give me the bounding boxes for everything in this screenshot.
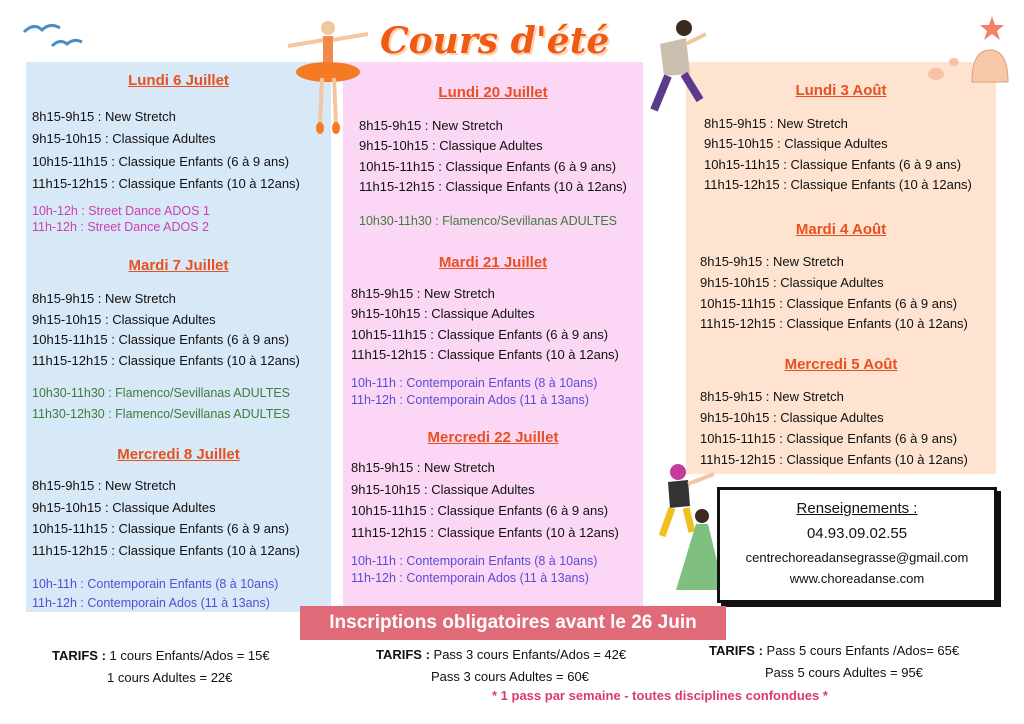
schedule-line: 9h15-10h15 : Classique Adultes xyxy=(700,275,884,290)
schedule-line: 10h-11h : Contemporain Enfants (8 à 10ans) xyxy=(351,376,598,390)
schedule-line: 9h15-10h15 : Classique Adultes xyxy=(351,306,535,321)
day-heading: Lundi 20 Juillet xyxy=(438,84,548,101)
schedule-line: 8h15-9h15 : New Stretch xyxy=(351,286,495,301)
schedule-line: 9h15-10h15 : Classique Adultes xyxy=(359,138,543,153)
schedule-line: 9h15-10h15 : Classique Adultes xyxy=(32,312,216,327)
schedule-line: 10h15-11h15 : Classique Enfants (6 à 9 ans) xyxy=(351,327,609,342)
schedule-line: 10h-11h : Contemporain Enfants (8 à 10ans) xyxy=(351,554,598,568)
tarif-label: TARIFS : xyxy=(52,648,106,663)
schedule-line: 10h15-11h15 : Classique Enfants (6 à 9 ans) xyxy=(32,332,290,347)
schedule-line: 10h15-11h15 : Classique Enfants (6 à 9 ans) xyxy=(700,296,958,311)
schedule-line: 11h-12h : Contemporain Ados (11 à 13ans) xyxy=(32,596,270,610)
schedule-line: 10h-11h : Contemporain Enfants (8 à 10ans) xyxy=(32,577,279,591)
tarif-2a xyxy=(376,647,626,662)
schedule-line: 10h15-11h15 : Classique Enfants (6 à 9 ans) xyxy=(351,503,609,518)
schedule-line: 8h15-9h15 : New Stretch xyxy=(32,109,176,124)
schedule-line: 11h-12h : Contemporain Ados (11 à 13ans) xyxy=(351,393,589,407)
tarif-1b: 1 cours Adultes = 22€ xyxy=(107,670,233,685)
schedule-line: 10h-12h : Street Dance ADOS 1 xyxy=(32,204,210,218)
schedule-line: 8h15-9h15 : New Stretch xyxy=(351,460,495,475)
column-late-july xyxy=(343,62,643,607)
schedule-line: 10h30-11h30 : Flamenco/Sevillanas ADULTES xyxy=(359,214,618,228)
schedule-line: 10h15-11h15 : Classique Enfants (6 à 9 ans) xyxy=(32,521,290,536)
day-heading: Mardi 4 Août xyxy=(795,221,887,238)
schedule-line: 8h15-9h15 : New Stretch xyxy=(704,116,848,131)
day-heading: Mercredi 8 Juillet xyxy=(117,446,240,463)
schedule-line: 9h15-10h15 : Classique Adultes xyxy=(351,482,535,497)
contact-website[interactable]: www.choreadanse.com xyxy=(789,571,925,586)
schedule-line: 11h15-12h15 : Classique Enfants (10 à 12ans) xyxy=(704,177,972,192)
schedule-line: 11h15-12h15 : Classique Enfants (10 à 12ans) xyxy=(700,316,968,331)
tarif-1a xyxy=(52,648,270,663)
column-early-july xyxy=(26,62,331,612)
day-heading: Mercredi 5 Août xyxy=(784,356,898,373)
schedule-line: 10h30-11h30 : Flamenco/Sevillanas ADULTES xyxy=(32,386,291,400)
tarif-text: Pass 3 cours Enfants/Ados = 42€ xyxy=(429,647,627,662)
schedule-line: 8h15-9h15 : New Stretch xyxy=(32,291,176,306)
schedule-line: 8h15-9h15 : New Stretch xyxy=(359,118,503,133)
schedule-line: 11h15-12h15 : Classique Enfants (10 à 12ans) xyxy=(351,347,619,362)
tarif-text: Pass 5 cours Enfants /Ados= 65€ xyxy=(762,643,960,658)
tarif-2b: Pass 3 cours Adultes = 60€ xyxy=(431,669,589,684)
day-heading: Lundi 6 Juillet xyxy=(128,72,229,89)
schedule-line: 9h15-10h15 : Classique Adultes xyxy=(700,410,884,425)
schedule-line: 10h15-11h15 : Classique Enfants (6 à 9 ans) xyxy=(704,157,962,172)
contact-phone[interactable]: 04.93.09.02.55 xyxy=(806,525,908,542)
schedule-line: 8h15-9h15 : New Stretch xyxy=(700,389,844,404)
schedule-line: 11h30-12h30 : Flamenco/Sevillanas ADULTES xyxy=(32,407,291,421)
schedule-line: 9h15-10h15 : Classique Adultes xyxy=(32,500,216,515)
schedule-line: 11h15-12h15 : Classique Enfants (10 à 12ans) xyxy=(32,353,300,368)
registration-banner: Inscriptions obligatoires avant le 26 Juin xyxy=(300,606,726,640)
schedule-line: 10h15-11h15 : Classique Enfants (6 à 9 ans) xyxy=(32,154,290,169)
day-heading: Lundi 3 Août xyxy=(795,82,887,99)
schedule-line: 11h-12h : Contemporain Ados (11 à 13ans) xyxy=(351,571,589,585)
schedule-line: 10h15-11h15 : Classique Enfants (6 à 9 ans) xyxy=(359,159,617,174)
schedule-line: 11h15-12h15 : Classique Enfants (10 à 12ans) xyxy=(351,525,619,540)
schedule-line: 11h15-12h15 : Classique Enfants (10 à 12ans) xyxy=(32,543,300,558)
seagulls-icon xyxy=(22,14,92,54)
tarif-3a xyxy=(709,643,959,658)
tarif-label: TARIFS : xyxy=(376,647,430,662)
column-august xyxy=(686,62,996,474)
contact-email[interactable]: centrechoreadansegrasse@gmail.com xyxy=(745,550,969,565)
day-heading: Mardi 21 Juillet xyxy=(438,254,548,271)
schedule-line: 9h15-10h15 : Classique Adultes xyxy=(704,136,888,151)
contact-box xyxy=(717,487,997,603)
schedule-line: 11h15-12h15 : Classique Enfants (10 à 12ans) xyxy=(32,176,300,191)
schedule-line: 8h15-9h15 : New Stretch xyxy=(700,254,844,269)
schedule-line: 9h15-10h15 : Classique Adultes xyxy=(32,131,216,146)
day-heading: Mardi 7 Juillet xyxy=(128,257,229,274)
schedule-line: 11h-12h : Street Dance ADOS 2 xyxy=(32,220,209,234)
schedule-line: 11h15-12h15 : Classique Enfants (10 à 12ans) xyxy=(359,179,627,194)
tarif-label: TARIFS : xyxy=(709,643,763,658)
day-heading: Mercredi 22 Juillet xyxy=(427,429,559,446)
tarif-text: 1 cours Enfants/Ados = 15€ xyxy=(105,648,270,663)
tarif-3b: Pass 5 cours Adultes = 95€ xyxy=(765,665,923,680)
schedule-line: 10h15-11h15 : Classique Enfants (6 à 9 ans) xyxy=(700,431,958,446)
page-title: Cours d'été xyxy=(380,20,610,62)
pass-note: * 1 pass par semaine - toutes disciplines confondues * xyxy=(492,688,828,703)
contact-heading: Renseignements : xyxy=(796,500,918,517)
schedule-line: 11h15-12h15 : Classique Enfants (10 à 12ans) xyxy=(700,452,968,467)
schedule-line: 8h15-9h15 : New Stretch xyxy=(32,478,176,493)
